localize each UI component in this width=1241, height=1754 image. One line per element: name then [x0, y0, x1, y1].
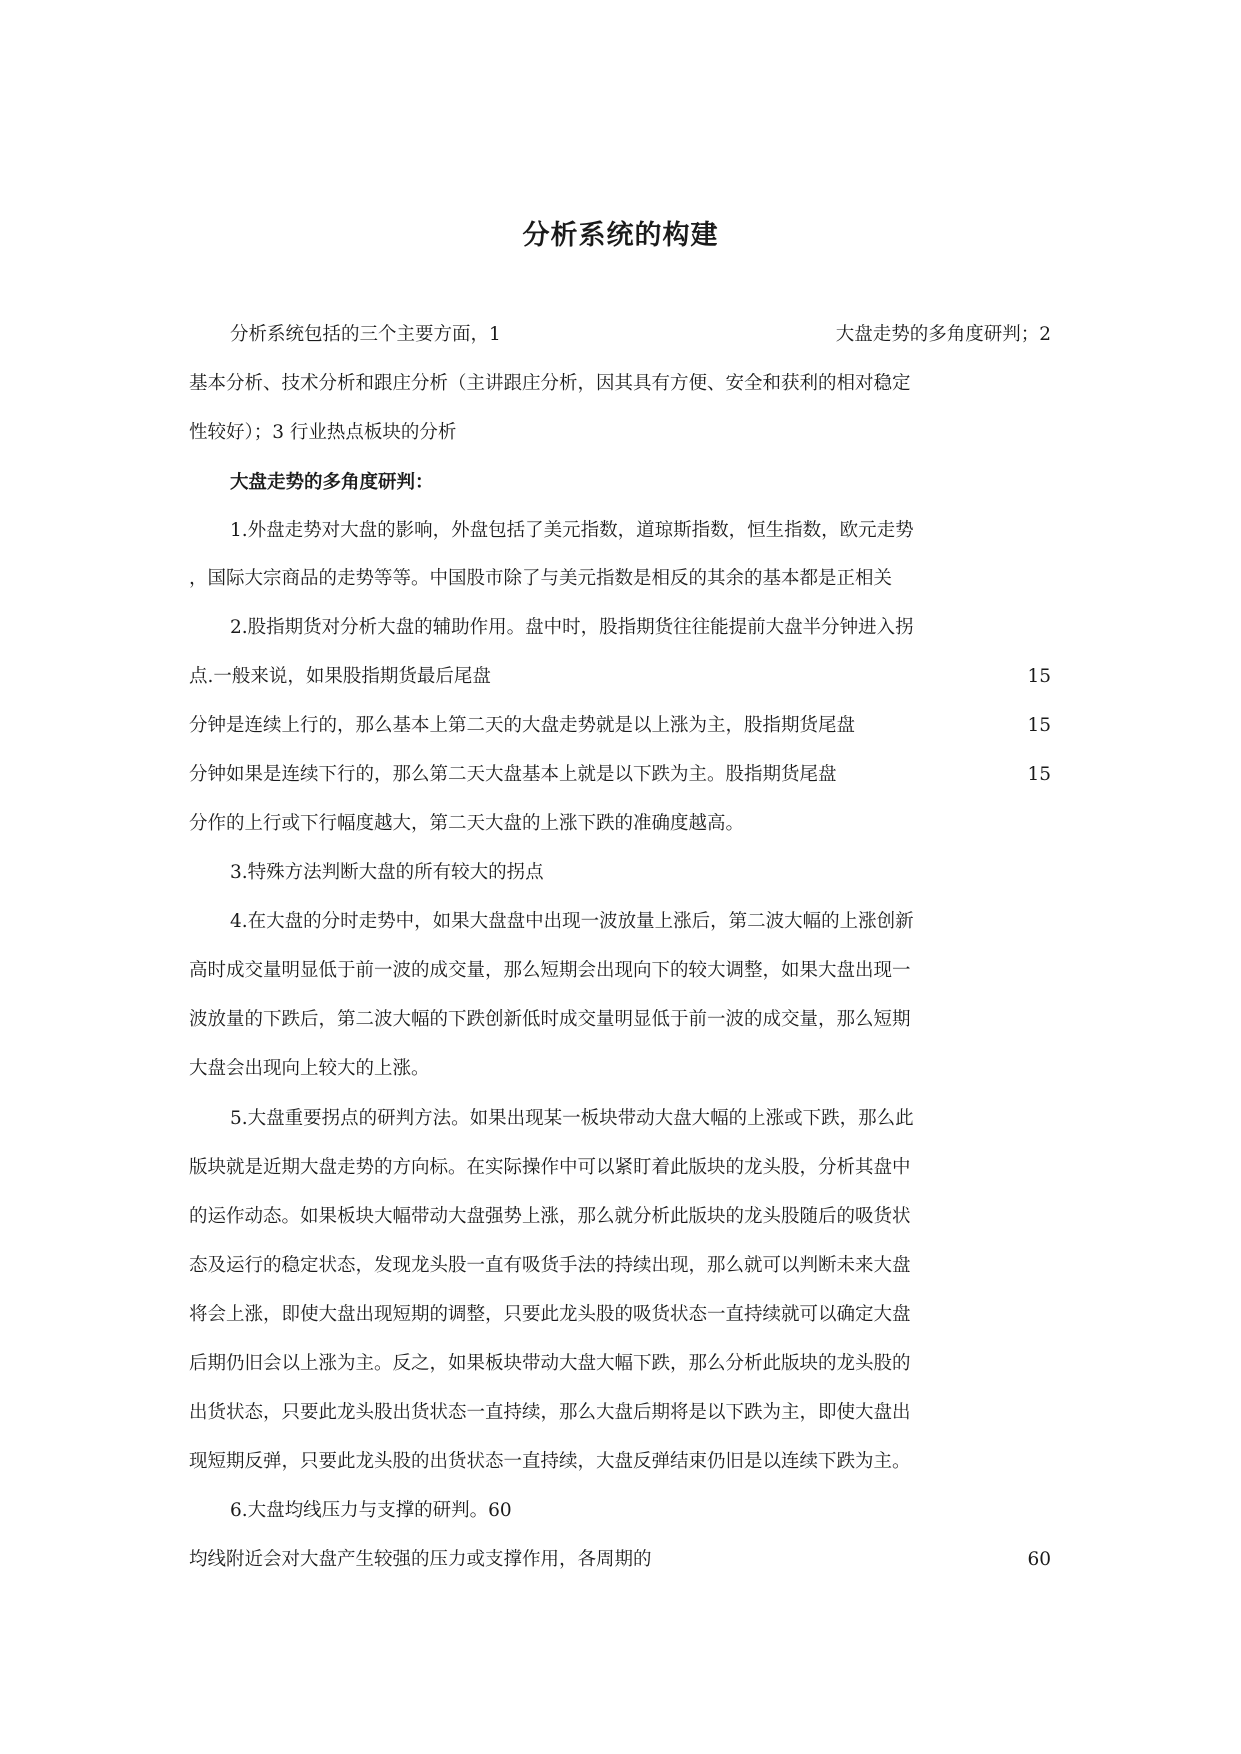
item2-line-5: 分作的上行或下行幅度越大，第二天大盘的上涨下跌的准确度越高。 — [189, 813, 745, 834]
intro-line-1-left: 分析系统包括的三个主要方面，1 — [230, 324, 501, 345]
item5-line-5: 将会上涨，即使大盘出现短期的调整，只要此龙头股的吸货状态一直持续就可以确定大盘 — [189, 1304, 911, 1325]
intro-line-3: 性较好）；3 行业热点板块的分析 — [189, 422, 457, 443]
item1-line-1: 1.外盘走势对大盘的影响，外盘包括了美元指数，道琼斯指数，恒生指数，欧元走势 — [230, 520, 914, 541]
item5-line-2: 版块就是近期大盘走势的方向标。在实际操作中可以紧盯着此版块的龙头股，分析其盘中 — [189, 1157, 911, 1178]
item2-line-2 — [189, 664, 1051, 690]
item6-line-2 — [189, 1547, 1051, 1573]
item2-line-3-left: 分钟是连续上行的，那么基本上第二天的大盘走势就是以上涨为主，股指期货尾盘 — [189, 715, 856, 736]
intro-line-1-right: 大盘走势的多角度研判；2 — [835, 324, 1051, 345]
item4-line-1: 4.在大盘的分时走势中，如果大盘盘中出现一波放量上涨后，第二波大幅的上涨创新 — [230, 911, 914, 932]
item2-line-4-right: 15 — [1027, 764, 1051, 785]
item2-line-2-left: 点.一般来说，如果股指期货最后尾盘 — [189, 666, 491, 687]
item5-line-1: 5.大盘重要拐点的研判方法。如果出现某一板块带动大盘大幅的上涨或下跌，那么此 — [230, 1108, 914, 1129]
item3-line-1: 3.特殊方法判断大盘的所有较大的拐点 — [230, 862, 544, 883]
item5-line-7: 出货状态，只要此龙头股出货状态一直持续，那么大盘后期将是以下跌为主，即使大盘出 — [189, 1402, 911, 1423]
item2-line-4 — [189, 762, 1051, 788]
item2-line-3 — [189, 713, 1051, 739]
item6-line-1: 6.大盘均线压力与支撑的研判。60 — [230, 1500, 512, 1521]
item4-line-2: 高时成交量明显低于前一波的成交量，那么短期会出现向下的较大调整，如果大盘出现一 — [189, 960, 911, 981]
document-title: 分析系统的构建 — [522, 220, 719, 251]
item5-line-6: 后期仍旧会以上涨为主。反之，如果板块带动大盘大幅下跌，那么分析此版块的龙头股的 — [189, 1353, 911, 1374]
item1-line-2: ，国际大宗商品的走势等等。中国股市除了与美元指数是相反的其余的基本都是正相关 — [189, 568, 893, 589]
item2-line-4-left: 分钟如果是连续下行的，那么第二天大盘基本上就是以下跌为主。股指期货尾盘 — [189, 764, 837, 785]
section-heading: 大盘走势的多角度研判： — [230, 472, 434, 493]
item2-line-2-right: 15 — [1027, 666, 1051, 687]
item2-line-3-right: 15 — [1027, 715, 1051, 736]
item6-line-2-left: 均线附近会对大盘产生较强的压力或支撑作用，各周期的 — [189, 1549, 652, 1570]
item4-line-3: 波放量的下跌后，第二波大幅的下跌创新低时成交量明显低于前一波的成交量，那么短期 — [189, 1009, 911, 1030]
item4-line-4: 大盘会出现向上较大的上涨。 — [189, 1058, 430, 1079]
item5-line-3: 的运作动态。如果板块大幅带动大盘强势上涨，那么就分析此版块的龙头股随后的吸货状 — [189, 1206, 911, 1227]
intro-line-1 — [230, 322, 1051, 348]
intro-line-2: 基本分析、技术分析和跟庄分析（主讲跟庄分析，因其具有方便、安全和获利的相对稳定 — [189, 373, 911, 394]
item5-line-4: 态及运行的稳定状态，发现龙头股一直有吸货手法的持续出现，那么就可以判断未来大盘 — [189, 1255, 911, 1276]
item6-line-2-right: 60 — [1027, 1549, 1051, 1570]
item5-line-8: 现短期反弹，只要此龙头股的出货状态一直持续，大盘反弹结束仍旧是以连续下跌为主。 — [189, 1451, 911, 1472]
item2-line-1: 2.股指期货对分析大盘的辅助作用。盘中时，股指期货往往能提前大盘半分钟进入拐 — [230, 617, 914, 638]
